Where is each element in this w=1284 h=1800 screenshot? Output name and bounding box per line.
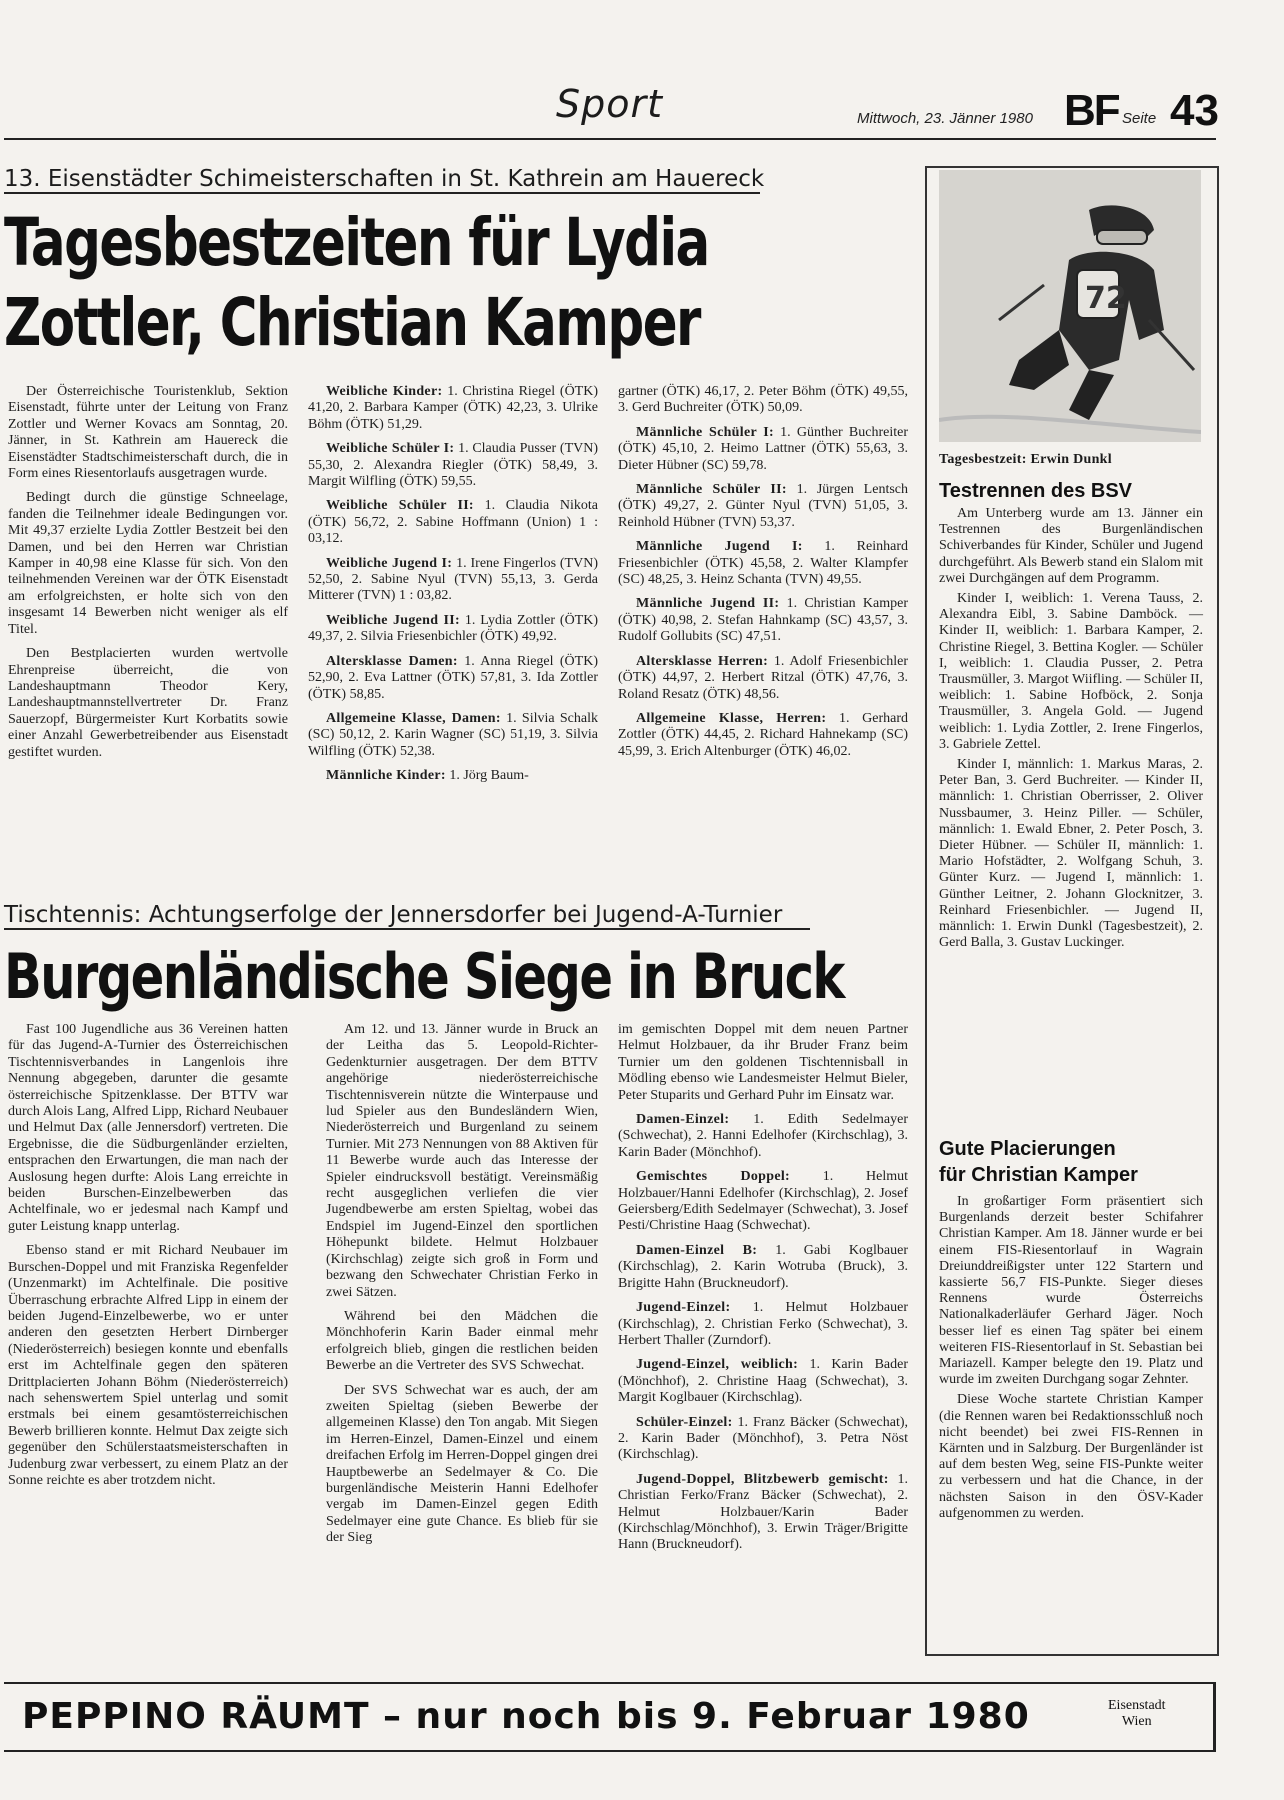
paragraph: Den Bestplacierten wurden wertvolle Ehrenpreise überreicht, die von Landeshauptmann Theodor Kery, Landeshauptmannstellvertreter Dr. Franz Sauerzopf, Bürgermeister Kurt Korbatits sowie einer Anzahl Gewerbetreibender aus Eisenstadt gestiftet wurden. [8,646,288,760]
page-number: 43 [1170,86,1219,135]
result-category: Schüler-Einzel: [636,1414,733,1430]
advertisement-cities [1108,1698,1166,1730]
result-category: Jugend-Einzel: [636,1300,731,1316]
result-text: 1. Helmut Holzbauer/Hanni Edelhofer (Kirchschlag), 2. Josef Geiersberg/Edith Sedelmayer (Schwechat), 3. Josef Pesti/Christine Haag (Schwechat). [618,1169,908,1234]
result-entry [618,1022,908,1104]
result-category: Männliche Jugend I: [636,539,803,555]
result-entry [308,711,598,760]
result-text: 1. Jörg Baum- [449,768,529,784]
result-entry [308,556,598,605]
result-category: Gemischtes Doppel: [636,1169,791,1185]
result-entry [308,654,598,703]
result-category: Jugend-Doppel, Blitzbewerb gemischt: [636,1471,889,1487]
result-text: gartner (ÖTK) 46,17, 2. Peter Böhm (ÖTK) 49,55, 3. Gerd Buchreiter (ÖTK) 50,09. [618,384,908,416]
result-entry [618,654,908,703]
result-text: 1. Christian Ferko/Franz Bäcker (Schwechat), 2. Helmut Holzbauer/Karin Bader (Kirchschlag/Mönchhof), 3. Erwin Träger/Brigitte Hann (Bruckneudorf). [618,1471,908,1553]
header-rule [4,138,1216,140]
paragraph: Am Unterberg wurde am 13. Jänner ein Testrennen des Burgenländischen Schiverbandes für Kinder, Schüler und Jugend durchgeführt. Als Bewerb stand ein Slalom mit zwei Durchgängen auf dem Programm. [939,506,1204,586]
result-entry [618,1300,908,1349]
article1-kicker-rule [4,192,760,194]
result-text: 1. Claudia Nikota (ÖTK) 56,72, 2. Sabine Hoffmann (Union) 1 : 03,12. [308,498,599,547]
paragraph: Am 12. und 13. Jänner wurde in Bruck an der Leitha das 5. Leopold-Richter-Gedenkturnier ausgetragen. Der dem BTTV angehörige niederösterreichische Tischtennisverein nützte die Winterpause und lud Spieler aus den Bundesländern Wien, Niederösterreich und Burgenland zu seinem Turnier. Mit 273 Nennungen von 88 Aktiven für 11 Bewerbe wurde auch das Interesse der Spieler eindrucksvoll bestätigt. Vereinsmäßig recht ausgeglichen verliefen die vier Jugendbewerbe am ersten Spieltag, wobei das Endspiel im Jugend-Einzel den sportlichen Höhepunkt bildete. Helmut Holzbauer (Kirchschlag) zeigte sich groß in Form und bezwang den Schwechater Christian Ferko in zwei Sätzen. [326,1022,598,1300]
result-text: 1. Günther Buchreiter (ÖTK) 45,10, 2. Heimo Lattner (ÖTK) 55,63, 3. Dieter Hübner (SC) 59,78. [618,424,908,473]
result-text: 1. Silvia Schalk (SC) 50,12, 2. Karin Wagner (SC) 51,19, 3. Silvia Wilfling (ÖTK) 52,38. [308,710,599,759]
result-entry [618,1243,908,1292]
result-entry [618,1472,908,1554]
sidebar-story2-headline-line2: für Christian Kamper [939,1164,1138,1186]
result-text: 1. Franz Bäcker (Schwechat), 2. Karin Bader (Mönchhof), 3. Petra Nöst (Kirchschlag). [618,1414,909,1463]
paragraph: In großartiger Form präsentiert sich Burgenlands derzeit bester Schifahrer Christian Kamper. Am 18. Jänner wurde er bei einem FIS-Riesentorlauf in Wagrain Dreiunddreißigster unter 122 Startern und kassierte 56,7 FIS-Punkte. Sieger dieses Rennens wurde Österreichs Nationalkaderläufer Gerhard Jäger. Noch besser lief es einen Tag später bei einem weiteren FIS-Riesentorlauf in St. Sebastian bei Mariazell. Kamper belegte den 19. Platz und wurde im zweiten Durchgang sogar Zehnter. [939,1194,1203,1388]
result-text: 1. Helmut Holzbauer (Kirchschlag), 2. Christian Ferko (Schwechat), 3. Herbert Thaller (Zurndorf). [618,1300,909,1348]
result-text: 1. Christian Kamper (ÖTK) 40,98, 2. Stefan Hahnkamp (SC) 43,57, 3. Rudolf Gollubits (SC) 47,51. [618,596,908,645]
result-category: Männliche Jugend II: [636,596,780,612]
result-text: 1. Edith Sedelmayer (Schwechat), 2. Hanni Edelhofer (Kirchschlag), 3. Karin Bader (Mönchhof). [618,1112,908,1160]
article1-column-2 [308,384,598,793]
result-category: Weibliche Jugend II: [326,612,460,628]
result-entry [308,441,598,490]
paragraph: Kinder I, weiblich: 1. Verena Tauss, 2. Alexandra Eibl, 3. Sabine Damböck. — Kinder II, weiblich: 1. Barbara Kamper, 2. Christine Riegel, 3. Bettina Kogler. — Schüler I, weiblich: 1. Claudia Pusser, 2. Petra Trausmüller, 3. Margot Wiifling. — Schüler II, weiblich: 1. Sabine Hofböck, 2. Sonja Trausmüller, 3. Angela Gold. — Jugend weiblich: 1. Lydia Zottler, 2. Irene Fingerlos, 3. Gabriele Zettel. [939,591,1203,752]
result-text: im gemischten Doppel mit dem neuen Partner Helmut Holzbauer, da ihr Bruder Franz beim Turnier um den goldenen Tischtennisball in Mödling ebenso wie Landesmeister Helmut Bieler, Peter Stuparits und Gerhard Puhr im Einsatz war. [618,1022,908,1103]
result-category: Damen-Einzel B: [636,1242,758,1258]
photo-caption: Tagesbestzeit: Erwin Dunkl [939,452,1112,467]
paragraph: Bedingt durch die günstige Schneelage, fanden die Teilnehmer ideale Bedingungen vor. Mit 49,37 erzielte Lydia Zottler Bestzeit bei den Damen, und bei den Herren war Christian Kamper in 40,98 eine Klasse für sich. Von den teilnehmenden Vereinen war der ÖTK Eisenstadt am erfolgreichsten, er holte sich von den insgesamt 14 Bewerben nicht weniger als elf Titel. [8,490,288,637]
result-category: Weibliche Jugend I: [326,555,453,571]
paragraph: Kinder I, männlich: 1. Markus Maras, 2. Peter Ban, 3. Gerd Buchreiter. — Kinder II, männlich: 1. Christian Oberrisser, 2. Oliver Nussbaumer, 3. Heinz Piller. — Schüler, männlich: 1. Ewald Ebner, 2. Peter Posch, 3. Dieter Hübner. — Schüler II, männlich: 1. Mario Hofstädter, 2. Wolfgang Schuh, 3. Günter Kurz. — Jugend I, männlich: 1. Günther Leitner, 2. Johann Glocknitzer, 3. Reinhard Friesenbichler. — Jugend II, männlich: 1. Erwin Dunkl (Tagesbestzeit), 2. Gerd Balla, 3. Gustav Luckinger. [939,757,1203,951]
result-text: 1. Christina Riegel (ÖTK) 41,20, 2. Barbara Kamper (ÖTK) 42,23, 3. Ulrike Böhm (ÖTK) 51,29. [308,384,599,432]
article1-column-3 [618,384,908,768]
bib-number: 72 [1085,281,1127,316]
result-entry [308,613,598,646]
result-text: 1. Gabi Koglbauer (Kirchschlag), 2. Karin Wotruba (Bruck), 3. Brigitte Hahn (Bruckneudorf). [618,1242,908,1291]
result-entry [618,596,908,645]
article1-column-1 [8,384,288,769]
paragraph: Diese Woche startete Christian Kamper (die Rennen waren bei Redaktionsschluß noch nicht beendet) bei zwei FIS-Rennen in Kärnten und in Salzburg. Der Burgenländer ist auf dem besten Weg, seine FIS-Punkte weiter zu verbessern und hat die Chance, in der nächsten Saison in den ÖSV-Kader aufgenommen zu werden. [939,1392,1203,1521]
result-category: Weibliche Schüler II: [326,498,474,514]
sidebar-story1-body [939,506,1203,955]
paragraph: Fast 100 Jugendliche aus 36 Vereinen hatten für das Jugend-A-Turnier des Österreichischen Tischtennisverbandes in Langenlois ihre Nennung abgegeben, darunter die gesamte österreichische Spitzenklasse. Der BTTV war durch Alois Lang, Alfred Lipp, Richard Neubauer und Helmut Dax (alle Jennersdorf) vertreten. Die Ergebnisse, die die Südburgenländer erzielten, entsprachen den Erwartungen, die man nach der Auslosung hegen durfte: Alois Lang erreichte in beiden Burschen-Einzelbewerben das Achtelfinale, wo er jedesmal nach Kampf und guter Leistung knapp unterlag. [8,1022,288,1234]
article2-kicker-rule [4,928,810,930]
result-entry [618,384,908,417]
result-category: Weibliche Schüler I: [326,441,455,457]
result-entry [618,1112,908,1161]
result-entry [308,768,598,784]
result-entry [308,498,598,547]
paragraph: Ebenso stand er mit Richard Neubauer im Burschen-Doppel und mit Franziska Regenfelder (Unzenmarkt) im Achtelfinale. Die positive Überraschung erbrachte Alfred Lipp in einem der beiden Jugend-Einzelbewerbe, wo er unter anderen den gesetzten Herbert Dirnberger (Niederösterreich) besiegen konnte und ebenfalls erst im Achtelfinale gegen den späteren Drittplacierten Johann Böhm (Niederösterreich) nach sehenswertem Spiel unterlag und somit erstmals bei einem gesamtösterreichischen Bewerb brillieren konnte. Helmut Dax zeigte sich gegenüber den Schülerstaatsmeisterschaften in Judenburg zwar verbessert, zu einem Platz an der Sonne reichte es aber trotzdem nicht. [8,1243,288,1488]
result-text: 1. Lydia Zottler (ÖTK) 49,37, 2. Silvia Friesenbichler (ÖTK) 49,92. [308,612,599,645]
article1-headline-line1: Tagesbestzeiten für Lydia [4,204,709,281]
paragraph: Der SVS Schwechat war es auch, der am zweiten Spieltag (sieben Bewerbe der allgemeinen Klasse) den Ton angab. Mit Siegen im Herren-Einzel, Damen-Einzel und einem dreifachen Erfolg im Herren-Doppel gingen drei Hauptbewerbe an Sedelmayer & Co. Die burgenländische Meisterin Hanni Edelhofer vergab im Damen-Einzel gegen Edith Sedelmayer eine gute Chance. Es blieb für sie der Sieg [326,1382,598,1546]
sidebar-story2-body [939,1194,1203,1526]
result-text: 1. Karin Bader (Mönchhof), 2. Christine Haag (Schwechat), 3. Margit Koglbauer (Kirchschlag). [618,1357,908,1406]
advertisement-text: PEPPINO RÄUMT – nur noch bis 9. Februar 1980 [22,1696,1030,1737]
article2-column-1 [8,1022,288,1497]
article2-headline: Burgenländische Siege in Bruck [4,940,844,1013]
article2-column-3 [618,1022,908,1562]
result-category: Damen-Einzel: [636,1112,730,1128]
result-text: 1. Reinhard Friesenbichler (ÖTK) 45,58, 2. Walter Klampfer (SC) 48,25, 3. Heinz Schanta (TVN) 49,55. [618,539,908,588]
result-text: 1. Irene Fingerlos (TVN) 52,50, 2. Sabine Nyul (TVN) 55,13, 3. Gerda Mitterer (TVN) 1 : 03,82. [308,555,598,604]
result-entry [308,384,598,433]
result-text: 1. Claudia Pusser (TVN) 55,30, 2. Alexandra Riegler (ÖTK) 58,49, 3. Margit Wilfling (ÖTK) 59,55. [308,441,599,490]
result-category: Männliche Schüler I: [636,424,774,440]
paper-logo: BF [1064,86,1119,135]
result-entry [618,1169,908,1235]
result-text: 1. Adolf Friesenbichler (ÖTK) 44,97, 2. Herbert Ritzal (ÖTK) 47,76, 3. Roland Resatz (ÖTK) 48,56. [618,653,908,702]
result-entry [618,711,908,760]
skier-illustration [939,170,1201,442]
result-entry [618,482,908,531]
sidebar-story2-headline-line1: Gute Placierungen [939,1138,1116,1160]
result-category: Jugend-Einzel, weiblich: [636,1357,799,1373]
issue-date: Mittwoch, 23. Jänner 1980 [857,110,1033,127]
result-entry [618,1357,908,1406]
paragraph: Der Österreichische Touristenklub, Sektion Eisenstadt, führte unter der Leitung von Franz Zottler und Werner Kovacs am Sonntag, 20. Jänner, in St. Kathrein am Hauereck die Eisenstädter Stadtschimeisterschaft durch, die in Form eines Riesentorlaufs ausgetragen wurde. [8,384,288,482]
ad-city-2: Wien [1121,1714,1152,1729]
section-label: Sport [556,82,664,126]
result-text: 1. Jürgen Lentsch (ÖTK) 49,27, 2. Günter Nyul (TVN) 51,05, 3. Reinhold Hübner (TVN) 53,37. [618,482,908,530]
article2-column-2 [326,1022,598,1555]
article1-headline-line2: Zottler, Christian Kamper [4,284,700,361]
ad-city-1: Eisenstadt [1108,1698,1166,1713]
result-text: 1. Gerhard Zottler (ÖTK) 44,45, 2. Richard Hahnekamp (SC) 45,99, 3. Erich Altenburger (ÖTK) 46,02. [618,710,908,759]
result-category: Allgemeine Klasse, Damen: [326,710,501,726]
page-label: Seite [1122,110,1157,127]
article2-kicker: Tischtennis: Achtungserfolge der Jennersdorfer bei Jugend-A-Turnier [4,902,783,928]
result-category: Altersklasse Damen: [326,653,458,669]
result-entry [618,1415,908,1464]
result-entry [618,539,908,588]
result-category: Männliche Kinder: [326,768,446,784]
paragraph: Während bei den Mädchen die Mönchhoferin Karin Bader einmal mehr erfolgreich blieb, gingen die restlichen beiden Bewerbe an die Vertreter des SVS Schwechat. [326,1308,598,1374]
result-category: Männliche Schüler II: [636,482,787,498]
sidebar-story1-headline: Testrennen des BSV [939,480,1133,502]
result-text: 1. Anna Riegel (ÖTK) 52,90, 2. Eva Lattner (ÖTK) 57,81, 3. Ida Zottler (ÖTK) 58,85. [308,653,598,702]
result-category: Weibliche Kinder: [326,384,443,399]
article1-kicker: 13. Eisenstädter Schimeisterschaften in St. Kathrein am Hauereck [4,166,765,192]
result-entry [618,425,908,474]
skier-photo [939,170,1201,442]
result-category: Allgemeine Klasse, Herren: [636,710,827,726]
result-category: Altersklasse Herren: [636,653,769,669]
